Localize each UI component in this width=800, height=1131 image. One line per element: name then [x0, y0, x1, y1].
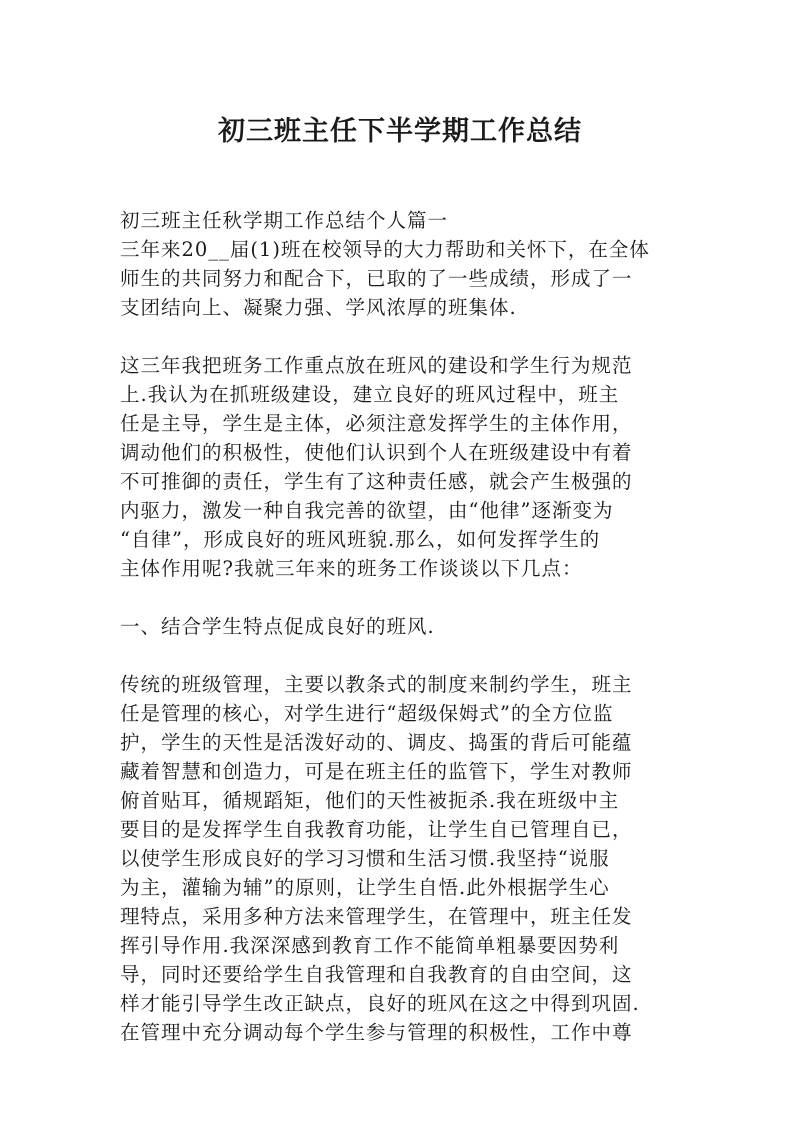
text-line: 导，同时还要给学生自我管理和自我教育的自由空间，这 [120, 963, 633, 986]
text-line: 俯首贴耳，循规蹈矩，他们的天性被扼杀.我在班级中主 [120, 789, 620, 812]
text-line: 初三班主任秋学期工作总结个人篇一 [120, 209, 449, 232]
document-body [120, 206, 680, 1047]
text-line: 护，学生的天性是活泼好动的、调皮、捣蛋的背后可能蕴 [120, 731, 633, 754]
blank-line [120, 583, 680, 612]
text-line: 挥引导作用.我深深感到教育工作不能简单粗暴要因势利 [120, 934, 620, 957]
text-line: 为主，灌输为辅”的原则，让学生自悟.此外根据学生心 [120, 876, 610, 899]
text-line: 这三年我把班务工作重点放在班风的建设和学生行为规范 [120, 354, 633, 377]
text-line: 藏着智慧和创造力，可是在班主任的监管下，学生对教师 [120, 760, 633, 783]
blank-line [120, 641, 680, 670]
text-line: 调动他们的积极性，使他们认识到个人在班级建设中有着 [120, 441, 633, 464]
text-line: 上.我认为在抓班级建设，建立良好的班风过程中，班主 [120, 383, 620, 406]
text-line: 三年来20__届(1)班在校领导的大力帮助和关怀下，在全体 [120, 238, 650, 261]
blank-line [120, 322, 680, 351]
document-title: 初三班主任下半学期工作总结 [218, 116, 582, 147]
text-line: 任是管理的核心，对学生进行“超级保姆式”的全方位监 [120, 702, 614, 725]
text-line: 一、结合学生特点促成良好的班风. [120, 615, 435, 638]
text-line: 在管理中充分调动每个学生参与管理的积极性，工作中尊 [120, 1021, 633, 1044]
text-line: 支团结向上、凝聚力强、学风浓厚的班集体. [120, 296, 517, 319]
text-line: 以使学生形成良好的学习习惯和生活习惯.我坚持“说服 [120, 847, 610, 870]
text-line: 样才能引导学生改正缺点，良好的班风在这之中得到巩固. [120, 992, 640, 1015]
text-line: 主体作用呢?我就三年来的班务工作谈谈以下几点： [120, 557, 583, 580]
text-line: 内驱力，激发一种自我完善的欲望，由“他律”逐渐变为 [120, 499, 614, 522]
text-line: 任是主导，学生是主体，必须注意发挥学生的主体作用， [120, 412, 633, 435]
text-line: 传统的班级管理，主要以教条式的制度来制约学生，班主 [120, 673, 633, 696]
text-line: 要目的是发挥学生自我教育功能，让学生自已管理自已， [120, 818, 633, 841]
text-line: “自律”，形成良好的班风班貌.那么，如何发挥学生的 [120, 528, 601, 551]
text-line: 理特点，采用多种方法来管理学生，在管理中，班主任发 [120, 905, 633, 928]
text-line: 不可推御的责任，学生有了这种责任感，就会产生极强的 [120, 470, 633, 493]
text-line: 师生的共同努力和配合下，已取的了一些成绩，形成了一 [120, 267, 633, 290]
